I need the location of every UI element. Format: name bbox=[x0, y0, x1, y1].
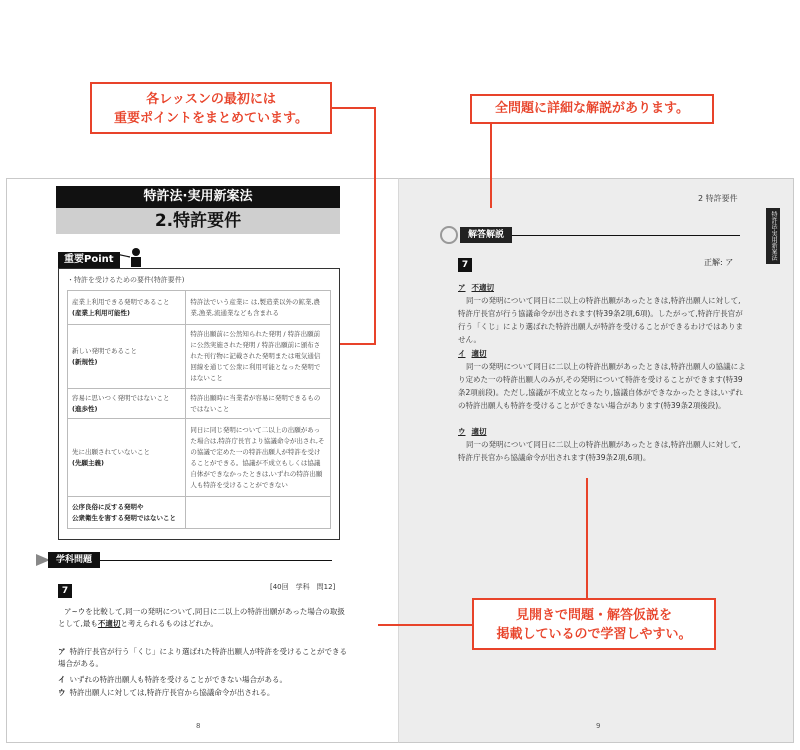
choice-text: 特許出願人に対しては,特許庁長官から協議命令が出される。 bbox=[69, 688, 275, 697]
question-number: 7 bbox=[58, 584, 72, 598]
callout-connector bbox=[378, 624, 472, 626]
requirement-name: (新規性) bbox=[72, 357, 98, 366]
choice-item bbox=[58, 646, 348, 670]
table-row bbox=[68, 497, 331, 529]
choice-item bbox=[58, 687, 348, 699]
requirement-name: (産業上利用可能性) bbox=[72, 308, 130, 317]
requirement-name: 公衆衛生を害する発明ではないこと bbox=[72, 513, 176, 522]
callout-spread-layout-line-1: 見開きで問題・解答仮説を bbox=[515, 608, 672, 623]
callout-connector bbox=[374, 107, 376, 345]
callout-connector bbox=[586, 478, 588, 598]
question-stem-text: と考えられるものはどれか。 bbox=[120, 619, 218, 628]
requirement-desc: 産業上利用できる発明であること bbox=[72, 297, 170, 306]
callout-connector bbox=[490, 124, 492, 208]
table-row bbox=[68, 325, 331, 389]
explanation-text: 同一の発明について同日に二以上の特許出願があったときは,特許出願人に対して,特許庁長官から協議命令が出されます(特39条2項,6項)。 bbox=[458, 440, 741, 462]
choice-key: イ bbox=[58, 675, 66, 684]
explanation-key bbox=[458, 426, 487, 437]
requirement-name: (先願主義) bbox=[72, 458, 104, 467]
table-row bbox=[68, 419, 331, 497]
question-section-header bbox=[36, 552, 332, 568]
explanation-letter: ア bbox=[458, 283, 466, 292]
question-stem-text: ア~ウを比較して,同一の発明について,同日に二以上の特許出願があった場合の取扱として,最も bbox=[58, 607, 345, 628]
question-meta: [40回 学科 問12] bbox=[270, 583, 336, 591]
answer-section-header bbox=[440, 226, 740, 244]
requirements-table bbox=[67, 290, 331, 529]
requirement-detail: 特許出願時に当業者が容易に発明できるものではないこと bbox=[186, 389, 331, 419]
explanation-verdict: 不適切 bbox=[471, 283, 494, 292]
explanation-key bbox=[458, 282, 494, 293]
callout-spread-layout bbox=[472, 598, 716, 650]
callout-connector bbox=[340, 343, 376, 345]
requirement-detail: 特許法でいう産業に は,製造業以外の鉱業,農業,漁業,流通業なども含まれる bbox=[186, 291, 331, 325]
requirement-detail bbox=[186, 497, 331, 529]
requirement-detail: 同日に同じ発明について二以上の出願があった場合は,特許庁長官より協議命令が出され,その協議で定めた一の特許出願人が特許を受けることができる。協議が不成立もしくは協議自体ができなかったときは,いずれの特許出願人も特許を受けることができない bbox=[186, 419, 331, 497]
requirement-detail: 特許出願前に公然知られた発明 / 特許出願前に公然実施された発明 / 特許出願前に頒布された刊行物に記載された発明または電気通信回線を通じて公衆に利用可能となった発明ではないこと bbox=[186, 325, 331, 389]
question-stem bbox=[58, 606, 348, 630]
choice-key: ウ bbox=[58, 688, 66, 697]
page-number: 9 bbox=[596, 722, 601, 730]
explanation-letter: イ bbox=[458, 349, 466, 358]
answer-section-label: 解答解説 bbox=[460, 227, 512, 243]
magnifier-icon bbox=[440, 226, 458, 244]
callout-lesson-summary-line-2: 重要ポイントをまとめています。 bbox=[114, 111, 308, 126]
page-number: 8 bbox=[196, 722, 201, 730]
important-point-label: 重要Point bbox=[58, 252, 120, 268]
explanation-text: 同一の発明について同日に二以上の特許出願があったときは,特許出願人に対して,特許庁長官が行う協議命令が出されます(特39条2項,6項)。したがって,特許庁長官が行う「くじ」により選ばれた特許出願人が特許を受けることができるわけではありません。 bbox=[458, 296, 743, 344]
requirement-name: (進歩性) bbox=[72, 404, 98, 413]
callout-detailed-explanations: 全問題に詳細な解説があります。 bbox=[470, 94, 714, 124]
question-stem-key: 不適切 bbox=[97, 619, 121, 628]
requirement-desc: 新しい発明であること bbox=[72, 346, 137, 355]
explanation-verdict: 適切 bbox=[471, 427, 487, 436]
choice-text: いずれの特許出願人も特許を受けることができない場合がある。 bbox=[69, 675, 287, 684]
explanation-text: 同一の発明について同日に二以上の特許出願があったときは,特許出願人の協議により定めた一の特許出願人のみが,その発明について特許を受けることができます(特39条2項前段)。ただし,協議が不成立となったり,協議自体ができなかったときは,いずれの特許出願人も特許を受けることができない場合があります(特39条2項後段)。 bbox=[458, 362, 746, 410]
requirement-desc: 公序良俗に反する発明や bbox=[72, 502, 144, 511]
callout-spread-layout-line-2: 掲載しているので学習しやすい。 bbox=[496, 627, 692, 642]
choice-text: 特許庁長官が行う「くじ」により選ばれた特許出願人が特許を受けることができる場合がある。 bbox=[58, 647, 347, 668]
requirement-desc: 先に出願されていないこと bbox=[72, 447, 150, 456]
section-title: 2.特許要件 bbox=[56, 208, 340, 234]
chapter-title: 特許法·実用新案法 bbox=[56, 186, 340, 208]
callout-lesson-summary-line-1: 各レッスンの最初には bbox=[146, 92, 276, 107]
question-section-label: 学科問題 bbox=[48, 552, 100, 568]
important-point-box bbox=[58, 268, 340, 540]
table-row bbox=[68, 389, 331, 419]
explanation-key bbox=[458, 348, 487, 359]
explanation-letter: ウ bbox=[458, 427, 466, 436]
running-head: 2 特許要件 bbox=[698, 194, 738, 203]
correct-answer: 正解: ア bbox=[704, 258, 734, 267]
choice-item bbox=[58, 674, 348, 686]
teacher-pointer-icon bbox=[116, 246, 144, 268]
callout-connector bbox=[332, 107, 376, 109]
requirement-desc: 容易に思いつく発明ではないこと bbox=[72, 393, 170, 402]
answer-question-number: 7 bbox=[458, 258, 472, 272]
table-row bbox=[68, 291, 331, 325]
choice-key: ア bbox=[58, 647, 66, 656]
point-caption: ・特許を受けるための要件(特許要件) bbox=[67, 276, 185, 284]
chapter-side-tab: 特許法·実用新案法 bbox=[766, 208, 780, 264]
explanation-verdict: 適切 bbox=[471, 349, 487, 358]
callout-lesson-summary bbox=[90, 82, 332, 134]
